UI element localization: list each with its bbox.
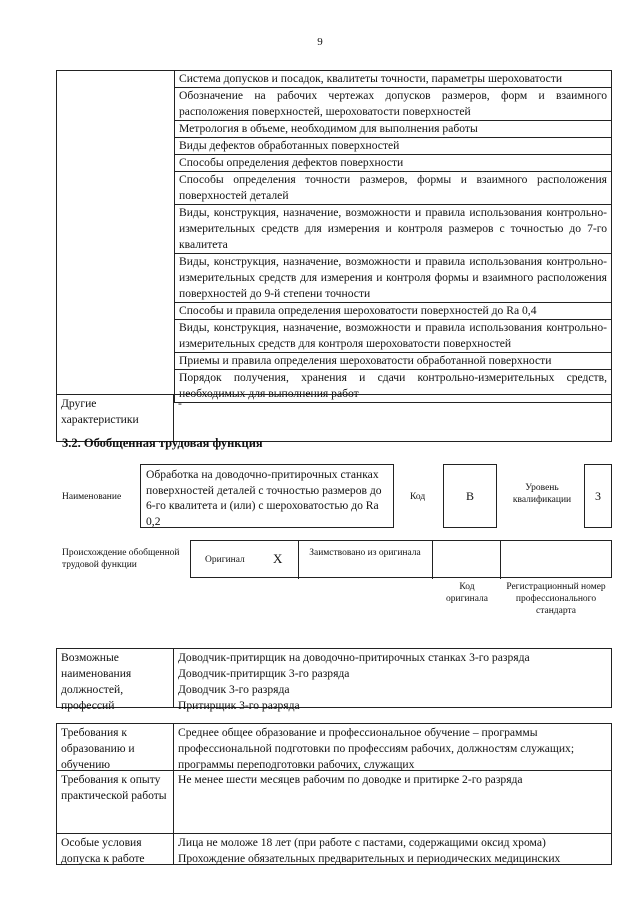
position-item: Доводчик-притирщик 3-го разряда	[178, 667, 350, 680]
name-label: Наименование	[62, 492, 122, 502]
origin-original-cell	[191, 541, 299, 579]
positions-table	[56, 648, 612, 712]
knowledge-item: Виды, конструкция, назначение, возможности и правила использования контрольно-измерительных средств для измерения и контроля формы и взаимного расположения поверхностей до 9-й степени точности	[175, 254, 611, 303]
original-label: Оригинал	[205, 555, 245, 565]
knowledge-list	[174, 70, 612, 403]
knowledge-item: Приемы и правила определения шероховатости обработанной поверхности	[175, 353, 611, 370]
requirements-table	[56, 723, 612, 863]
experience-label: Требования к опыту практической работы	[56, 770, 174, 834]
borrowed-label: Заимствовано из оригинала	[309, 548, 421, 558]
code-label: Код	[410, 492, 426, 502]
knowledge-item: Способы определения точности размеров, формы и взаимного расположения поверхностей деталей	[175, 172, 611, 205]
knowledge-item: Порядок получения, хранения и сдачи контрольно-измерительных средств, необходимых для выполнения работ	[179, 371, 607, 400]
reg-number-caption: Регистрационный номер профессионального стандарта	[506, 582, 606, 616]
knowledge-item: Виды дефектов обработанных поверхностей	[175, 138, 611, 155]
positions-label: Возможные наименования должностей, профессий	[56, 648, 174, 708]
origin-borrowed-cell	[299, 541, 433, 579]
education-label: Требования к образованию и обучению	[56, 723, 174, 771]
function-name-value: Обработка на доводочно-притирочных станках поверхностей деталей с точностью размеров до 6-го квалитета и (или) с шероховатостью до Ra 0,2	[140, 464, 394, 528]
origin-code-cell	[433, 541, 501, 579]
origin-table	[190, 540, 612, 578]
special-condition-item: Лица не моложе 18 лет (при работе с пастами, содержащими оксид хрома)	[178, 836, 546, 849]
special-conditions-label: Особые условия допуска к работе	[56, 833, 174, 865]
experience-value: Не менее шести месяцев рабочим по доводке и притирке 2-го разряда	[174, 770, 612, 834]
origin-reg-cell	[501, 541, 611, 579]
page-number: 9	[317, 36, 323, 48]
code-caption: Код оригинала	[446, 582, 488, 604]
knowledge-label-cell	[56, 70, 174, 395]
level-value: 3	[584, 464, 612, 528]
origin-label: Происхождение обобщенной трудовой функции	[62, 548, 180, 570]
other-characteristics-value: -	[174, 394, 612, 442]
original-mark: X	[273, 551, 283, 566]
position-item: Притирщик 3-го разряда	[178, 699, 300, 712]
knowledge-item: Метрология в объеме, необходимом для выполнения работы	[175, 121, 611, 138]
knowledge-item: Виды, конструкция, назначение, возможности и правила использования контрольно-измерительных средств для измерения и контроля размеров с точностью до 7-го квалитета	[175, 205, 611, 254]
special-condition-item: Прохождение обязательных предварительных и периодических медицинских	[178, 852, 561, 865]
education-value: Среднее общее образование и профессиональное обучение – программы профессиональной подготовки по профессиям рабочих, должностям служащих; программы переподготовки рабочих, служащих	[174, 723, 612, 771]
function-code-value: B	[443, 464, 497, 528]
special-conditions-list	[174, 833, 612, 865]
other-characteristics-label: Другие характеристики	[56, 394, 174, 442]
position-item: Доводчик-притирщик на доводочно-притирочных станках 3-го разряда	[178, 651, 530, 664]
position-item: Доводчик 3-го разряда	[178, 683, 290, 696]
positions-list	[174, 648, 612, 712]
knowledge-item: Виды, конструкция, назначение, возможности и правила использования контрольно-измерительных средств для контроля шероховатости поверхностей	[175, 320, 611, 353]
section-title: 3.2. Обобщенная трудовая функция	[62, 436, 263, 450]
knowledge-item: Обозначение на рабочих чертежах допусков размеров, форм и взаимного расположения поверхностей, шероховатости поверхностей	[175, 88, 611, 121]
level-label: Уровень квалификации	[512, 483, 572, 505]
knowledge-item: Способы и правила определения шероховатости поверхностей до Ra 0,4	[175, 303, 611, 320]
knowledge-item: Система допусков и посадок, квалитеты точности, параметры шероховатости	[175, 71, 611, 88]
knowledge-item: Способы определения дефектов поверхности	[175, 155, 611, 172]
